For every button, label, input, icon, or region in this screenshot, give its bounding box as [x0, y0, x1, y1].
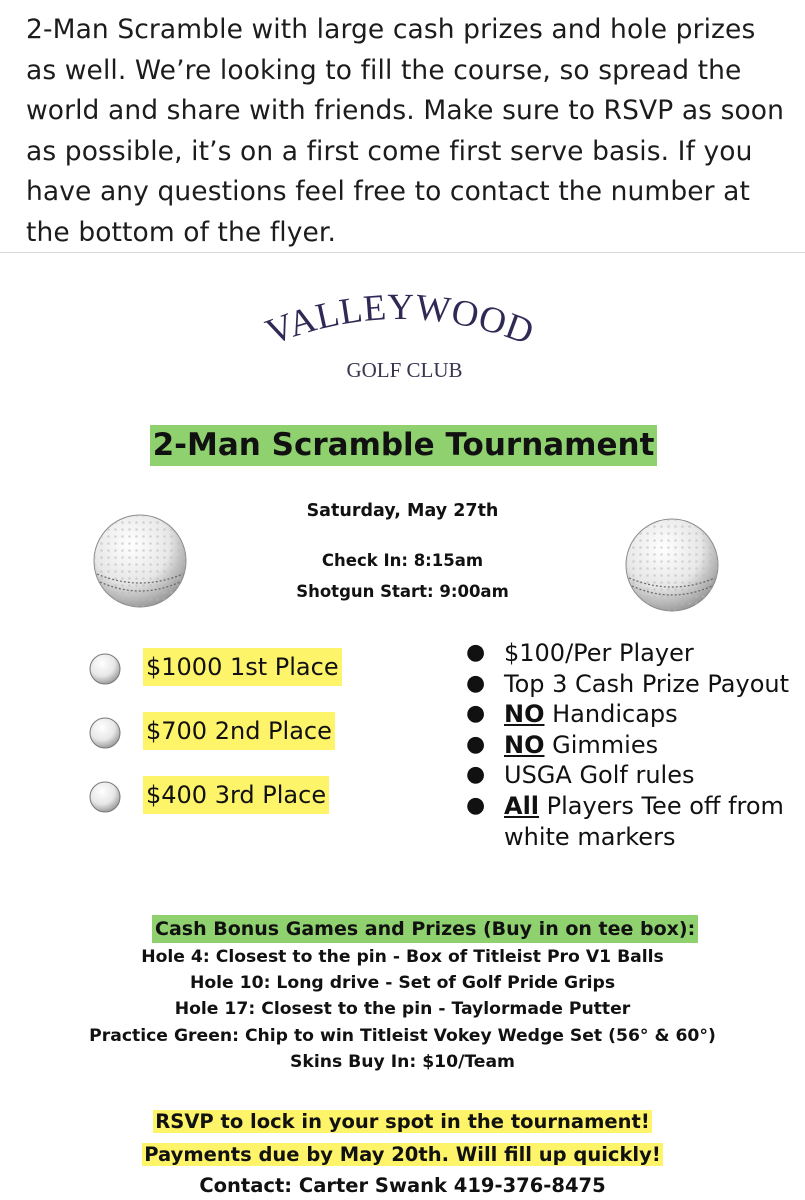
detail-item: ● $100/Per Player [466, 639, 694, 667]
bonus-line: Practice Green: Chip to win Titleist Vokey Wedge Set (56° & 60°) [89, 1026, 716, 1046]
bonus-line: Hole 10: Long drive - Set of Golf Pride Grips [189, 973, 616, 993]
golf-ball-small-icon [88, 652, 122, 686]
svg-text:VALLEYWOOD [261, 290, 540, 353]
divider [0, 252, 805, 253]
detail-item: ● USGA Golf rules [466, 761, 695, 790]
bonus-heading: Cash Bonus Games and Prizes (Buy in on tee box): [152, 915, 698, 943]
contact-line: Contact: Carter Swank 419-376-8475 [199, 1174, 606, 1197]
golf-ball-icon [91, 512, 189, 610]
valleywood-logo [250, 290, 550, 360]
bonus-line: Skins Buy In: $10/Team [290, 1052, 515, 1072]
bonus-line: Hole 17: Closest to the pin - Taylormade Putter [174, 999, 631, 1019]
logo-name: VALLEYWOOD [260, 290, 540, 354]
check-in-time: Check In: 8:15am [321, 551, 484, 570]
prize-label: $1000 1st Place [143, 648, 342, 686]
post-caption: 2-Man Scramble with large cash prizes and hole prizes as well. We’re looking to fill the course, so spread the world and share with friends. Make sure to RSVP as soon as possible, it’s on a first come first serve basis. If you have any questions feel free to contact the number at the bottom of the flyer. [26, 14, 785, 248]
logo-subtitle: GOLF CLUB [346, 358, 463, 382]
prize-label: $700 2nd Place [143, 712, 335, 750]
golf-ball-small-icon [88, 716, 122, 750]
golf-ball-small-icon [88, 780, 122, 814]
detail-item: ● NO Handicaps [466, 700, 678, 729]
shotgun-start-time: Shotgun Start: 9:00am [296, 582, 509, 601]
rsvp-line-1: RSVP to lock in your spot in the tournament! [155, 1110, 650, 1133]
golf-ball-icon [623, 516, 721, 614]
tournament-title: 2-Man Scramble Tournament [150, 425, 657, 466]
prize-label: $400 3rd Place [143, 776, 329, 814]
details-list [462, 638, 792, 852]
rsvp-line-2: Payments due by May 20th. Will fill up quickly! [144, 1143, 661, 1166]
event-date: Saturday, May 27th [306, 501, 499, 521]
bonus-line: Hole 4: Closest to the pin - Box of Titleist Pro V1 Balls [141, 947, 664, 967]
detail-item: ● All Players Tee off from white markers [466, 791, 784, 851]
detail-item: ● Top 3 Cash Prize Payout [466, 669, 790, 698]
detail-item: ● NO Gimmies [466, 730, 659, 759]
